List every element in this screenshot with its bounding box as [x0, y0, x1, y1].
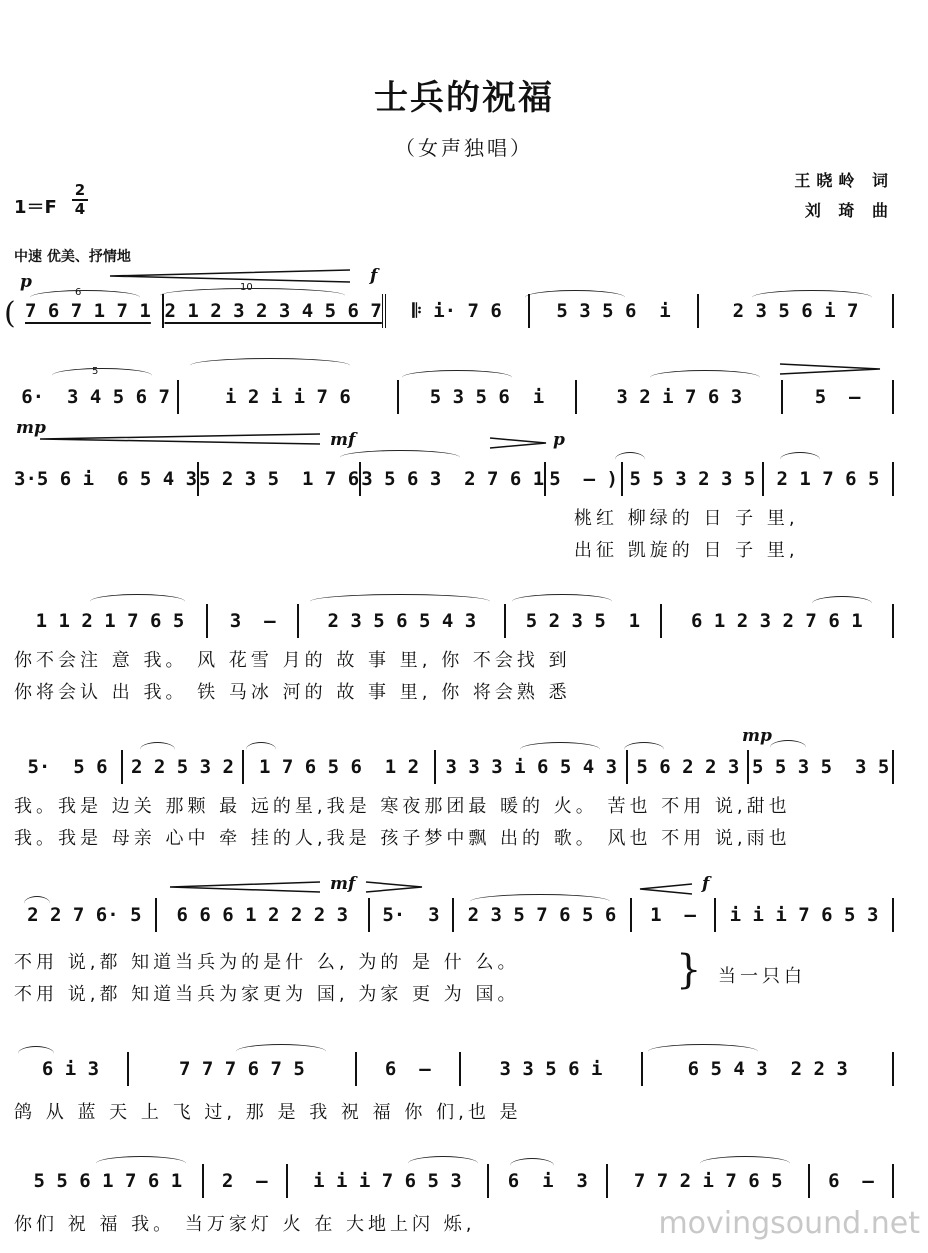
measure: 2 – — [204, 1164, 288, 1198]
lyric-line-1: 你不会注 意 我。 风 花雪 月的 故 事 里, 你 不会找 到 — [14, 650, 571, 671]
measure: 3 3 3 i 6 5 4 3 — [436, 750, 628, 784]
score-system-4 — [14, 604, 894, 704]
dynamic-p-intro: p — [20, 272, 32, 292]
song-title: 士兵的祝福 — [374, 78, 554, 118]
measure: 5 5 6 1 7 6 1 — [14, 1164, 204, 1198]
measure: 3 3 5 6 i — [461, 1052, 644, 1086]
time-signature-top: 2 — [74, 181, 86, 199]
measure: 7 7 2 i 7 6 5 — [608, 1164, 809, 1198]
measure: 2 2 7 6· 5 — [14, 898, 157, 932]
lyric-line-2: 不用 说,都 知道当兵为家更为 国, 为家 更 为 国。 — [14, 984, 520, 1005]
slur — [190, 358, 350, 373]
measure: i i i 7 6 5 3 — [716, 898, 894, 932]
song-subtitle: （女声独唱） — [395, 136, 533, 160]
tuplet-number-6: 6 — [75, 287, 82, 298]
measure: 3 2 i 7 6 3 — [577, 380, 783, 414]
measure: 3·5 6 i 6 5 4 3 — [14, 462, 199, 496]
measure: 6 5 4 3 2 2 3 — [643, 1052, 894, 1086]
lyric-line-1: 你们 祝 福 我。 当万家灯 火 在 大地上闪 烁, — [14, 1214, 476, 1235]
tuplet-number-10: 10 — [240, 282, 253, 293]
measure: 1 7 6 5 6 1 2 — [244, 750, 436, 784]
key-signature: 1＝F — [14, 197, 57, 218]
dynamic-p-verse: p — [553, 430, 565, 450]
measure: 5 5 3 5 3 5 — [749, 750, 894, 784]
intro-open-paren: ( — [4, 296, 16, 331]
measure: 2 2 5 3 2 — [123, 750, 244, 784]
system-notes — [14, 750, 894, 784]
measure: 2 3 5 7 6 5 6 — [454, 898, 632, 932]
dynamic-f-chorus: f — [702, 874, 710, 894]
lyric-line-1: 不用 说,都 知道当兵为的是什 么, 为的 是 什 么。 — [14, 952, 520, 973]
measure: 5 – — [783, 380, 894, 414]
system-notes — [14, 604, 894, 638]
score-system-5 — [14, 750, 894, 850]
measure: 6 i 3 — [14, 1052, 129, 1086]
tempo-marking: 中速 优美、抒情地 — [14, 249, 131, 265]
dynamic-mf-interlude: mf — [330, 430, 356, 450]
system-notes — [14, 898, 894, 932]
lyric-line-1: 鸽 从 蓝 天 上 飞 过, 那 是 我 祝 福 你 们,也 是 — [14, 1102, 522, 1123]
measure: 5 – ) — [546, 462, 623, 496]
lyric-brace: } — [676, 947, 702, 993]
measure: i i i 7 6 5 3 — [288, 1164, 489, 1198]
measure: 6 i 3 — [489, 1164, 608, 1198]
score-system-1 — [14, 294, 894, 334]
lyric-line-2: 我。我是 母亲 心中 牵 挂的人,我是 孩子梦中飘 出的 歌。 风也 不用 说,雨也 — [14, 828, 791, 849]
tuplet-number-5: 5 — [92, 366, 99, 377]
composer-credit: 刘 琦 曲 — [804, 201, 894, 220]
lyric-line-1: 桃红 柳绿的 日 子 里, — [574, 508, 799, 529]
measure: 5 3 5 6 i — [530, 294, 699, 328]
measure: 5 3 5 6 i — [399, 380, 578, 414]
lyric-line-1: 我。我是 边关 那颗 最 远的星,我是 寒夜那团最 暖的 火。 苦也 不用 说,甜也 — [14, 796, 791, 817]
measure: 5 6 2 2 3 — [628, 750, 749, 784]
measure: 2 1 7 6 5 — [764, 462, 894, 496]
measure: 5 2 3 5 1 7 6 — [199, 462, 361, 496]
measure: 2 3 5 6 5 4 3 — [299, 604, 506, 638]
measure: 𝄆 i· 7 6 — [386, 294, 529, 328]
measure: 1 1 2 1 7 6 5 — [14, 604, 208, 638]
dynamic-mp-interlude: mp — [16, 418, 46, 438]
system-notes — [14, 1052, 894, 1086]
measure: 6 – — [357, 1052, 461, 1086]
measure: 5 5 3 2 3 5 — [623, 462, 764, 496]
measure: 3 5 6 3 2 7 6 1 — [361, 462, 546, 496]
system-notes — [14, 1164, 894, 1198]
measure: 6· 3 4 5 6 7 — [14, 380, 179, 414]
measure: 2 1 2 3 2 3 4 5 6 7 — [164, 294, 387, 328]
score-system-2 — [14, 380, 894, 420]
measure: 1 – — [632, 898, 716, 932]
lyric-line-2: 你将会认 出 我。 铁 马冰 河的 故 事 里, 你 将会熟 悉 — [14, 682, 571, 703]
measure: 5· 3 — [370, 898, 454, 932]
watermark: movingsound.net — [658, 1206, 920, 1241]
system-notes — [14, 294, 894, 328]
dynamic-mf-chorus: mf — [330, 874, 356, 894]
measure: 5 2 3 5 1 — [506, 604, 662, 638]
measure: 7 6 7 1 7 1 — [14, 294, 164, 328]
measure: 5· 5 6 — [14, 750, 123, 784]
score-system-7 — [14, 1052, 894, 1132]
lyricist-credit: 王晓岭 词 — [794, 171, 894, 190]
lyric-line-2: 出征 凯旋的 日 子 里, — [574, 540, 799, 561]
dynamic-mp-chorus: mp — [742, 726, 772, 746]
measure: 2 3 5 6 i 7 — [699, 294, 894, 328]
dynamic-f-start: f — [370, 266, 378, 286]
measure: i 2 i i 7 6 — [179, 380, 399, 414]
system-notes — [14, 380, 894, 414]
measure: 7 7 7 6 7 5 — [129, 1052, 357, 1086]
system-notes — [14, 462, 894, 496]
score-system-6 — [14, 898, 894, 1005]
measure: 3 – — [208, 604, 300, 638]
measure: 6 – — [810, 1164, 894, 1198]
side-lyric: 当一只白 — [718, 966, 806, 987]
time-signature-bottom: 4 — [74, 200, 86, 218]
measure: 6 6 6 1 2 2 2 3 — [157, 898, 370, 932]
measure: 6 1 2 3 2 7 6 1 — [662, 604, 894, 638]
time-signature — [72, 183, 88, 217]
score-system-3 — [14, 462, 894, 582]
